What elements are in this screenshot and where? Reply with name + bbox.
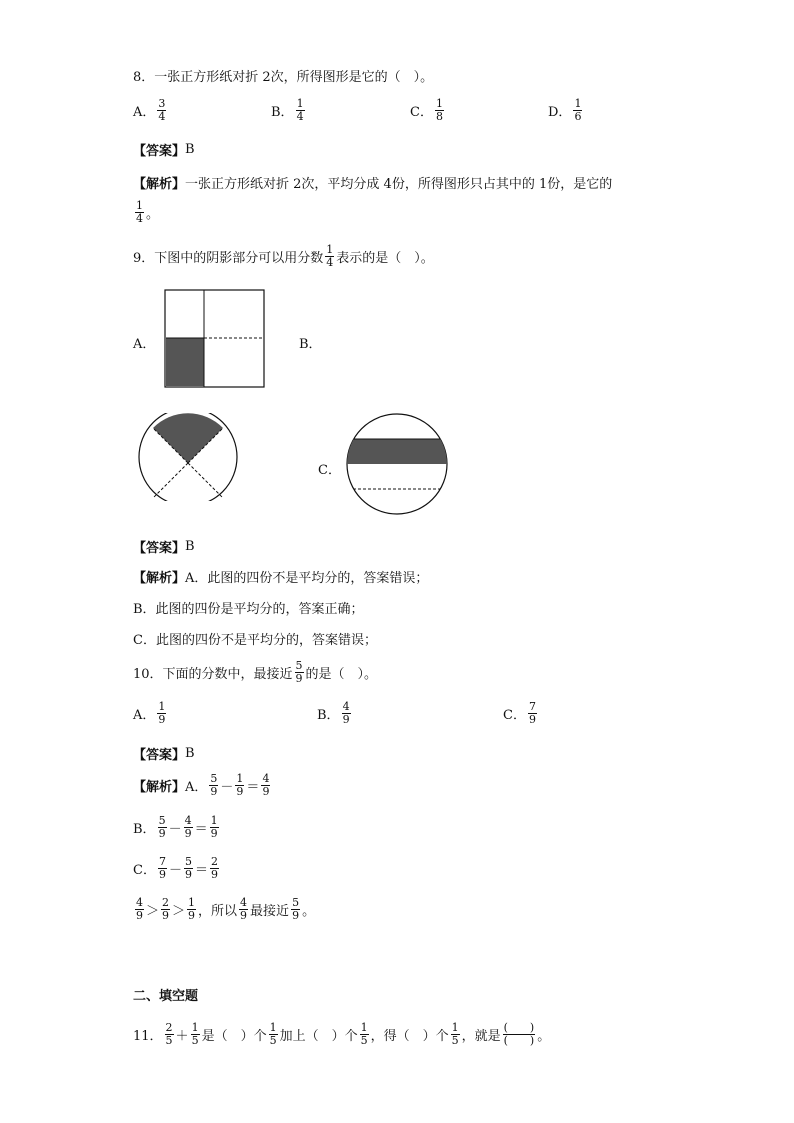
fraction: $\frac{1}{4}$	[136, 199, 143, 225]
q10-answer: 【答案】 B	[133, 746, 195, 763]
q8-option-d: D． $\frac{1}{6}$	[548, 97, 582, 123]
q10-conclusion: $\frac{4}{9}$ ＞ $\frac{2}{9}$ ＞ $\frac{1}{9}$ ，所以 $\frac{4}{9}$ 最接近 $\frac{5}{9}$ 。	[136, 896, 316, 922]
q10-stem: 10．下面的分数中，最接近 $\frac{5}{9}$ 的是（ ）。	[133, 659, 378, 685]
fraction: $\frac{5}{9}$	[184, 855, 192, 881]
q8-option-b: B． $\frac{1}{4}$	[271, 97, 304, 123]
fraction: $\frac{1}{5}$	[191, 1021, 199, 1047]
blank-fraction[interactable]: $\frac{( )}{( )}$	[503, 1021, 535, 1047]
fraction: $\frac{1}{9}$	[188, 896, 196, 922]
q9-option-a-label: A．	[133, 337, 156, 352]
fraction: $\frac{4}{9}$	[262, 772, 270, 798]
fraction: $\frac{7}{9}$	[158, 855, 166, 881]
fraction: $\frac{4}{9}$	[342, 700, 350, 726]
fraction: $\frac{5}{9}$	[292, 896, 300, 922]
fraction: $\frac{3}{4}$	[158, 97, 166, 123]
q10-option-c: C． $\frac{7}{9}$	[503, 700, 536, 726]
q8-stem: 8．一张正方形纸对折 2次，所得图形是它的（ ）。	[133, 70, 434, 85]
q10-calc-b: B． $\frac{5}{9}$ － $\frac{4}{9}$ ＝ $\frac{1}{9}$	[133, 814, 218, 840]
fraction: $\frac{1}{5}$	[360, 1021, 368, 1047]
section-title: 二、填空题	[133, 989, 199, 1004]
q9-option-b-label: B．	[299, 337, 322, 352]
q10-option-a: A． $\frac{1}{9}$	[133, 700, 166, 726]
fraction: $\frac{1}{5}$	[269, 1021, 277, 1047]
fraction: $\frac{4}{9}$	[184, 814, 192, 840]
fraction: $\frac{1}{9}$	[236, 772, 244, 798]
fraction: $\frac{4}{9}$	[240, 896, 248, 922]
fraction: $\frac{5}{9}$	[158, 814, 166, 840]
q8-analysis-cont: $\frac{1}{4}$ 。	[136, 199, 160, 225]
fraction: $\frac{1}{9}$	[210, 814, 218, 840]
q8-option-a: A． $\frac{3}{4}$	[133, 97, 166, 123]
q9-answer: 【答案】 B	[133, 539, 195, 556]
q10-option-b: B． $\frac{4}{9}$	[317, 700, 350, 726]
fraction: $\frac{1}{4}$	[296, 97, 304, 123]
q9-figure-a-square	[164, 289, 266, 389]
q10-calc-c: C． $\frac{7}{9}$ － $\frac{5}{9}$ ＝ $\frac{2}{9}$	[133, 855, 218, 881]
q9-analysis-line-2: B．此图的四份是平均分的，答案正确；	[133, 602, 364, 617]
q10-calc-a: 【解析】 A． $\frac{5}{9}$ － $\frac{1}{9}$ ＝ $\frac{4}{9}$	[133, 772, 270, 798]
q9-stem: 9．下图中的阴影部分可以用分数 $\frac{1}{4}$ 表示的是（ ）。	[133, 243, 434, 269]
fraction: $\frac{5}{9}$	[210, 772, 218, 798]
q9-analysis-line-1: 【解析】 A．此图的四份不是平均分的，答案错误；	[133, 571, 429, 586]
fraction: $\frac{2}{9}$	[210, 855, 218, 881]
fraction: $\frac{1}{5}$	[451, 1021, 459, 1047]
q8-analysis: 【解析】 一张正方形纸对折 2次，平均分成 4份，所得图形只占其中的 1份，是它的	[133, 177, 613, 192]
q9-figure-b-circle	[137, 413, 239, 501]
fraction: $\frac{4}{9}$	[136, 896, 143, 922]
fraction: $\frac{2}{9}$	[162, 896, 170, 922]
fraction: $\frac{1}{4}$	[326, 243, 334, 269]
q9-option-c-label: C．	[318, 463, 341, 478]
q8-answer: 【答案】 B	[133, 142, 195, 159]
fraction: $\frac{1}{9}$	[158, 700, 166, 726]
q9-analysis-line-3: C．此图的四份不是平均分的，答案错误；	[133, 633, 377, 648]
q8-option-c: C． $\frac{1}{8}$	[410, 97, 443, 123]
fraction: $\frac{7}{9}$	[528, 700, 536, 726]
q11-stem: 11． $\frac{2}{5}$ ＋ $\frac{1}{5}$ 是（ ）个 $\frac{1}{5}$ 加上（ ）个 $\frac{1}{5}$ ，得（ ）个 $\frac{1}{5}$ ，就是 $\frac{( )}{( )}$ 。	[133, 1021, 551, 1047]
fraction: $\frac{2}{5}$	[165, 1021, 173, 1047]
fraction: $\frac{1}{8}$	[435, 97, 443, 123]
fraction: $\frac{1}{6}$	[574, 97, 582, 123]
fraction: $\frac{5}{9}$	[295, 659, 303, 685]
q9-figure-c-circle	[345, 412, 449, 516]
